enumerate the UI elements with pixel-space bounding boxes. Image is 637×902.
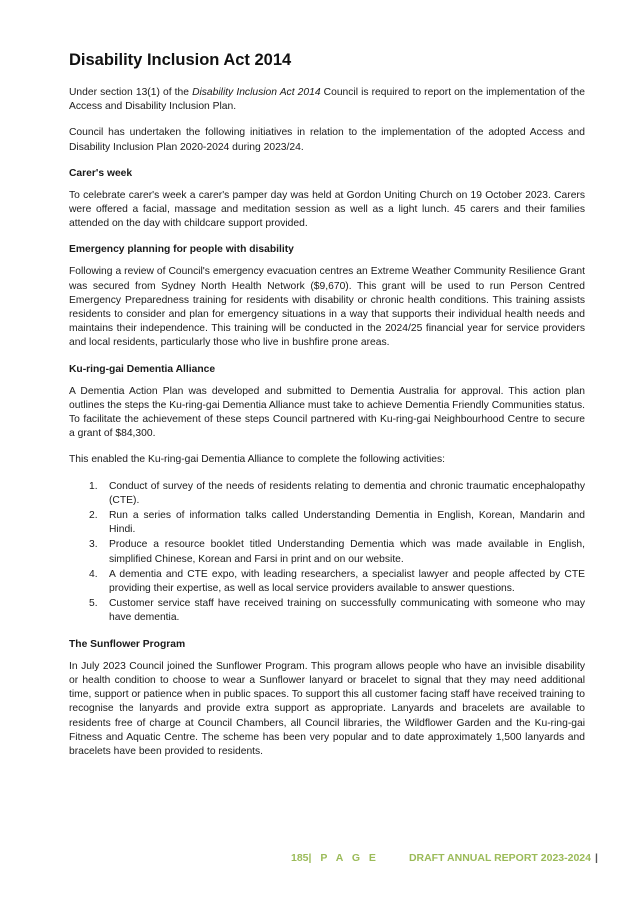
page-number: 185 (291, 852, 309, 864)
intro-paragraph-1 (69, 86, 585, 114)
intro-paragraph-2: Council has undertaken the following initiatives in relation to the implementation of the adopted Access and Disability Inclusion Plan 2020-2024 during 2023/24. (69, 127, 585, 153)
page-title: Disability Inclusion Act 2014 (69, 51, 292, 69)
list-number: 4. (89, 568, 98, 580)
section-carers-week (69, 167, 585, 232)
section-heading: Carer's week (69, 167, 133, 179)
section-heading: Ku-ring-gai Dementia Alliance (69, 363, 216, 375)
list-item-text: Run a series of information talks called Understanding Dementia in English, Korean, Mandarin and Hindi. (109, 510, 585, 536)
section-body: This enabled the Ku-ring-gai Dementia Alliance to complete the following activities: (69, 454, 446, 466)
section-heading: The Sunflower Program (69, 638, 186, 650)
activities-list (69, 480, 585, 626)
act-name: Disability Inclusion Act 2014 (192, 87, 321, 98)
document-page (69, 50, 585, 771)
list-number: 3. (89, 539, 98, 551)
section-body: Following a review of Council's emergency evacuation centres an Extreme Weather Community Resilience Grant was secured from Sydney North Health Network ($9,670). This grant will be used to run Person Centred Emergency Preparedness training for residents with disability or chronic health conditions. This training assists residents to consider and plan for emergency situations in a way that supports their individual health needs and maintains their independence. This training will be conducted in the 2024/25 financial year for service providers and local residents, particularly those who live in bushfire prone areas. (69, 266, 585, 349)
list-item (89, 480, 585, 508)
section-sunflower-program (69, 638, 585, 759)
section-heading: Emergency planning for people with disability (69, 244, 294, 256)
page-label: | P A G E (308, 852, 379, 864)
list-item (89, 538, 585, 566)
list-item (89, 597, 585, 625)
intro-text-after: Council is required to report on the implementation of the Access and Disability Inclusion Plan. (69, 87, 585, 113)
list-item-text: Produce a resource booklet titled Understanding Dementia which was made available in English, simplified Chinese, Korean and Farsi in print and on our website. (109, 539, 585, 565)
section-body: In July 2023 Council joined the Sunflower Program. This program allows people who have an invisible disability or health condition to choose to wear a Sunflower lanyard or bracelet to signal that they may need additional time, support or patience when in public spaces. To support this all customer facing staff have received training to recognise the lanyards and provide extra support as appropriate. Lanyards and bracelets are available to residents free of charge at Council Chambers, all Council libraries, the Wildflower Garden and the Ku-ring-gai Fitness and Aquatic Centre. The scheme has been very popular and to date approximately 1,500 lanyards and bracelets have been provided to residents. (69, 660, 585, 757)
list-number: 1. (89, 480, 98, 492)
section-body: A Dementia Action Plan was developed and submitted to Dementia Australia for approval. This action plan outlines the steps the Ku-ring-gai Dementia Alliance must take to achieve Dementia Friendly Communities status. To facilitate the achievement of these steps Council partnered with Ku-ring-gai Neighbourhood Centre to secure a grant of $84,300. (69, 385, 585, 440)
list-item-text: A dementia and CTE expo, with leading researchers, a specialist lawyer and people affected by CTE providing their expertise, as well as local service providers available to answer questions. (109, 568, 585, 595)
list-number: 5. (89, 598, 98, 610)
footer-separator: | (594, 852, 598, 864)
list-item (89, 568, 585, 596)
list-number: 2. (89, 510, 98, 522)
intro-text-before: Under section 13(1) of the (69, 87, 193, 98)
list-item (89, 509, 585, 537)
list-item-text: Customer service staff have received training on successfully communicating with someone who may have dementia. (109, 598, 585, 624)
list-item-text: Conduct of survey of the needs of residents relating to dementia and chronic traumatic encephalopathy (CTE). (109, 480, 585, 506)
section-body: To celebrate carer's week a carer's pamper day was held at Gordon Uniting Church on 19 October 2023. Carers were offered a facial, massage and meditation session as well as a light lunch. 45 carers and their families attended on the day with childcare support provided. (69, 189, 585, 230)
report-title: DRAFT ANNUAL REPORT 2023-2024 (408, 852, 591, 864)
section-emergency-planning (69, 243, 585, 350)
section-dementia-alliance (69, 363, 585, 626)
page-footer (291, 852, 598, 864)
